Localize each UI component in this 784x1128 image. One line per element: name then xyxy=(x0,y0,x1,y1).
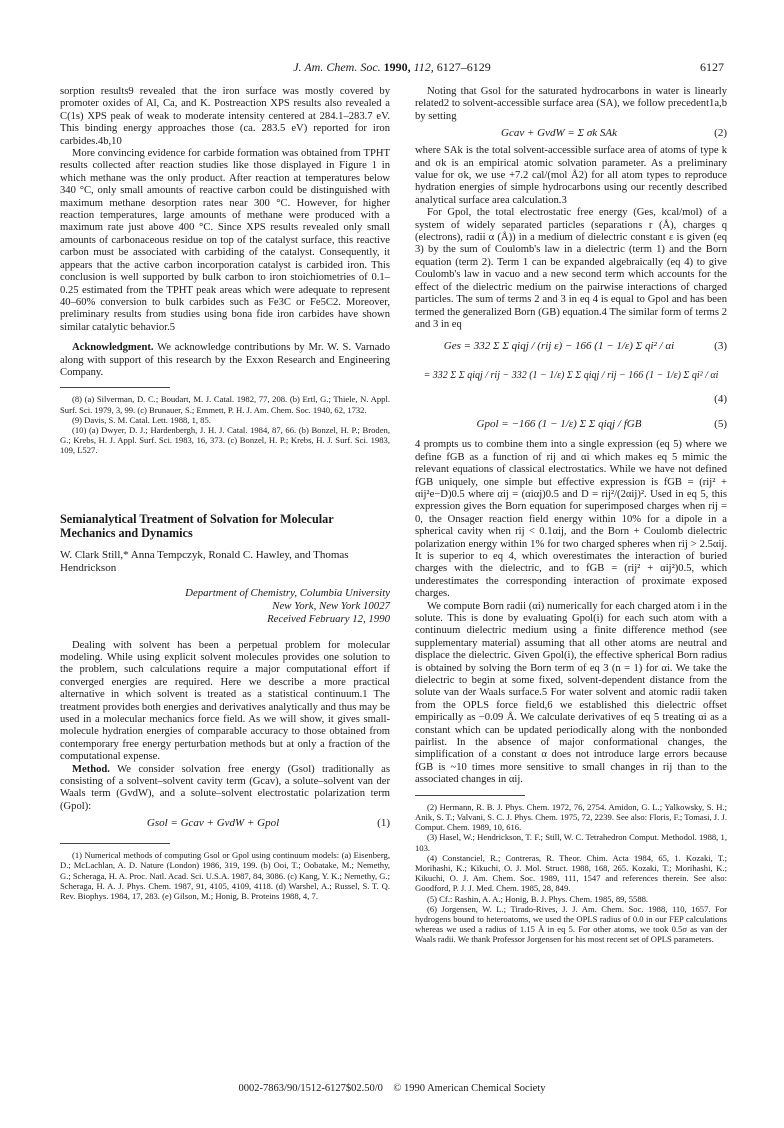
page-number: 6127 xyxy=(700,60,724,74)
body-paragraph: where SAk is the total solvent-accessible surface area of atoms of type k and σk is an empirical atomic solvation parameter. As a preliminary value for σk, we use +7.2 cal/(mol Å2) for all atom types to reproduce hydration energies of simple hydrocarbons using our recently described analytical surface area calculation.3 xyxy=(415,145,727,206)
journal-year: 1990, xyxy=(383,60,411,74)
received-date: Received February 12, 1990 xyxy=(267,612,390,625)
equation-5-number: (5) xyxy=(714,418,727,431)
journal-name: J. Am. Chem. Soc. xyxy=(293,60,381,74)
equation-2-number: (2) xyxy=(714,127,727,140)
prev-article-paragraph: More convincing evidence for carbide formation was obtained from TPHT results collected after reaction studies like those displayed in Figure 1 in which methane was the only product. After reaction at temperatures below 340 °C, only small amounts of reactive carbon could be distinguished with maximum methane desorption rates near 300 °C. However, for higher reaction temperatures, large amounts of methane were produced with a maximum rate just above 400 °C. Since XPS results revealed only small amounts of carbonaceous residue on top of the catalyst surface, this reactive carbon must be associated with carbiding of the catalyst. Consequently, it appears that the active carbon incorporation catalyst is carbided iron. This conclusion is well supported by bulk carbon to iron stoichiometries of 0.1–0.25 estimated from the TPHT peak areas which were adequate to represent 40–60% conversion to bulk carbides such as Fe3C or Fe5C2. Moreover, preliminary results from studies using bona fide iron carbides have shown similar catalytic behavior.5 xyxy=(60,148,390,333)
footnote: (9) Davis, S. M. Catal. Lett. 1988, 1, 85. xyxy=(72,414,211,425)
footnote: (10) (a) Dwyer, D. J.; Hardenbergh, J. H. J. Catal. 1984, 87, 66. (b) Bonzel, H. P.; Broden, G.; Krebs, H. J. Appl. Surf. Sci. 1983, 16, 373. (c) Bonzel, H. P.; Krebs, H. J. Surf. Sci. 1983, 109, L527. xyxy=(60,424,390,456)
method-paragraph xyxy=(60,764,390,814)
equation-4-number-line xyxy=(415,391,727,409)
footnote: (8) (a) Silverman, D. C.; Boudart, M. J. Catal. 1982, 77, 208. (b) Ertl, G.; Thiele, N. Appl. Surf. Sci. 1979, 3, 99. (c) Brunauer, S.; Emmett, P. H. J. Am. Chem. Soc. 1940, 62, 1732. xyxy=(60,394,390,415)
footnote: (4) Constanciel, R.; Contreras, R. Theor. Chim. Acta 1984, 65, 1. Kozaki, T.; Morihashi, K.; Kikuchi, O. J. Mol. Struct. 1988, 168, 265. Kozaki, T.; Morihashi, K.; Kikuchi, O. J. Am. Chem. Soc. 1989, 111, 1547 and references therein. See also: Goodford, P. J. J. Med. Chem. 1985, 28, 849. xyxy=(415,852,727,894)
body-paragraph: 4 prompts us to combine them into a single expression (eq 5) where we define fGB as a function of rij and αi which makes eq 5 mimic the relevant equations of classical electrostatics. While we have not defined fGB uniquely, one simple but effective expression is fGB = (rij² + αij²e−D)0.5 where αij = (αiαj)0.5 and D = rij²/(2αij)². Used in eq 5, this expression gives the Born equation for superimposed charges when rij = 0, the Onsager reaction field energy within 10% for a dipole in a spherical cavity when rij < 0.1αij, and the Born + Coulomb dielectric polarization energy within 1% for two charged spheres when rij > 2.5αij. It is superior to eq 4, which overestimates the interaction of buried charges with the dielectric, and to fGB = (rij² + αij²)0.5, which underestimates the corresponding interaction of proximate exposed charges. xyxy=(415,439,727,600)
equation-2-expression: Gcav + GvdW = Σ σk SAk xyxy=(501,127,617,140)
journal-pages: 6127–6129 xyxy=(436,60,491,74)
footnote: (2) Hermann, R. B. J. Phys. Chem. 1972, 76, 2754. Amidon, G. L.; Yalkowsky, S. H.; Anik, S. T.; Valvani, S. C. J. Phys. Chem. 1975, 72, 2239. See also: Floris, F.; Tomasi, J. J. Comput. Chem. 1989, 10, 616. xyxy=(415,801,727,833)
footnote: (1) Numerical methods of computing Gsol or Gpol using continuum models: (a) Eisenberg, D.; McLachlan, A. D. Nature (London) 1986, 319, 199. (b) Ooi, T.; Oobatake, M.; Nemethy, G.; Scheraga, H. A. Proc. Natl. Acad. Sci. U.S.A. 1987, 84, 3086. (c) Kang, Y. K.; Nemethy, G.; Scheraga, H. A. J. Phys. Chem. 1987, 91, 4105, 4109, 4118. (d) Warshel, A.; Russel, S. T. Q. Rev. Biophys. 1984, 17, 283. (e) Gilson, M.; Honig, B. Proteins 1988, 4, 7. xyxy=(60,850,390,902)
prev-article-paragraph: sorption results9 revealed that the iron surface was mostly covered by promoter oxides of Al, Ca, and K. Postreaction XPS results also revealed a C(1s) XPS peak of weak to moderate intensity centered at 284.1–283.7 eV. This binding energy approaches those (ca. 283.5 eV) reported for iron carbides.4b,10 xyxy=(60,86,390,147)
method-text: We consider solvation free energy (Gsol) traditionally as consisting of a solvent–solvent cavity term (Gcav), a solute–solvent van der Waals term (GvdW), and a solute–solvent electrostatic polarization term (Gpol): xyxy=(60,763,390,812)
equation-1-expression: Gsol = Gcav + GvdW + Gpol xyxy=(146,817,280,830)
body-paragraph: We compute Born radii (αi) numerically for each charged atom i in the solute. This is done by evaluating Gpol(i) for each such atom with a continuum dielectric medium using a finite difference method (see supplementary material) assuming that all other atoms are neutral and displace the dielectric. Given Gpol(i), the effective spherical Born radius is obtained by solving the Born term of eq 3 (n = 1) for αi. We take the dielectric to begin at some fixed, solvent-dependent distance from the solute van der Waals surface.5 For water solvent and atomic radii taken from the OPLS force field,6 we established this dielectric offset empirically as −0.09 Å. We calculate derivatives of eq 5 treating αi as a constant which can be updated periodically along with the nonbonded pairlist. In the absence of major conformational changes, the simplification of a constant α does not introduce large errors because fGB is ~10 times more sensitive to small changes in rij than to the associated changes in αij. xyxy=(415,600,727,786)
page-footer xyxy=(0,1083,784,1094)
footer-code: 0002-7863/90/1512-6127$02.50/0 xyxy=(238,1083,383,1094)
equation-3-number: (3) xyxy=(714,340,727,353)
equation-4 xyxy=(415,361,727,391)
body-paragraph: Noting that Gsol for the saturated hydrocarbons in water is linearly related2 to solvent-accessible surface area (SA), we follow precedent1a,b by setting xyxy=(415,86,727,122)
running-header xyxy=(60,60,724,78)
equation-5-expression: Gpol = −166 (1 − 1/ε) Σ Σ qiqj / fGB xyxy=(476,418,642,431)
acknowledgment xyxy=(60,342,390,379)
journal-volume: 112, xyxy=(413,60,434,74)
equation-2 xyxy=(415,123,727,145)
acknowledgment-label: Acknowledgment. xyxy=(72,342,154,354)
footnote-rule xyxy=(60,843,170,844)
article-title: Semianalytical Treatment of Solvation for Molecular Mechanics and Dynamics xyxy=(60,511,334,541)
footnote-rule xyxy=(60,387,170,388)
footnote: (5) Cf.: Rashin, A. A.; Honig, B. J. Phys. Chem. 1985, 89, 5588. xyxy=(427,893,649,904)
footer-copyright: © 1990 American Chemical Society xyxy=(393,1083,546,1094)
equation-3 xyxy=(415,331,727,361)
equation-4-expression: = 332 Σ Σ qiqj / rij − 332 (1 − 1/ε) Σ Σ qiqj / rij − 166 (1 − 1/ε) Σ qi² / αi xyxy=(423,370,719,382)
affiliation-city: New York, New York 10027 xyxy=(272,599,390,612)
footnote: (3) Hasel, W.; Hendrickson, T. F.; Still, W. C. Tetrahedron Comput. Methodol. 1988, 1, 103. xyxy=(415,832,727,853)
body-paragraph: For Gpol, the total electrostatic free energy (Ges, kcal/mol) of a system of widely separated particles (separations r (Å), charges q (electrons), radii α (Å)) in a medium of dielectric constant ε is given (eq 3) by the sum of Coulomb's law in a dielectric (term 1) and the Born equation (term 2). Term 1 can be expanded algebraically (eq 4) to give Coulomb's law in vacuo and a new second term which accounts for the effect of the dielectric medium on the pairwise interactions of charged particles. The sum of terms 2 and 3 in eq 4 is equal to Gpol and has been termed the generalized Born (GB) equation.4 The similar form of terms 2 and 3 in eq xyxy=(415,207,727,330)
left-column xyxy=(60,86,390,901)
equation-1 xyxy=(60,813,390,835)
intro-paragraph: Dealing with solvent has been a perpetual problem for molecular modeling. While using explicit solvent molecules provides one solution to the problem, such calculations require a major computational effort if converged energies are required. Here we describe a more practical alternative in which solvent is treated as a statistical continuum.1 The treatment provides both energies and derivatives analytically and thus may be used in a molecular mechanics force field. As we will show, it gives small-molecule hydration energies of comparable accuracy to those obtained from contemporary free energy perturbation methods but at only a fraction of the computational expense. xyxy=(60,639,390,763)
method-label: Method. xyxy=(72,763,110,775)
affiliation xyxy=(60,587,390,626)
equation-4-number: (4) xyxy=(714,393,727,406)
right-column xyxy=(415,86,727,945)
footnote-rule xyxy=(415,795,525,796)
article-authors: W. Clark Still,* Anna Tempczyk, Ronald C. Hawley, and Thomas Hendrickson xyxy=(60,548,349,574)
affiliation-department: Department of Chemistry, Columbia University xyxy=(185,586,390,599)
equation-3-expression: Ges = 332 Σ Σ qiqj / (rij ε) − 166 (1 − 1/ε) Σ qi² / αi xyxy=(443,340,675,353)
equation-5 xyxy=(415,409,727,439)
acknowledgment-text: We acknowledge contributions by Mr. W. S. Varnado along with support of this research by the Exxon Research and Engineering Company. xyxy=(60,342,390,378)
footnote: (6) Jorgensen, W. L.; Tirado-Rives, J. J. Am. Chem. Soc. 1988, 110, 1657. For hydrogens bound to heteroatoms, we used the OPLS radius of 0.0 in our FEP calculations whereas we used a radius of 1.15 Å in eq 5. For other atoms, we took 0.5σ as van der Waals radii. We thank Professor Jorgensen for his most recent set of OPLS parameters. xyxy=(415,903,727,945)
equation-1-number: (1) xyxy=(377,817,390,830)
